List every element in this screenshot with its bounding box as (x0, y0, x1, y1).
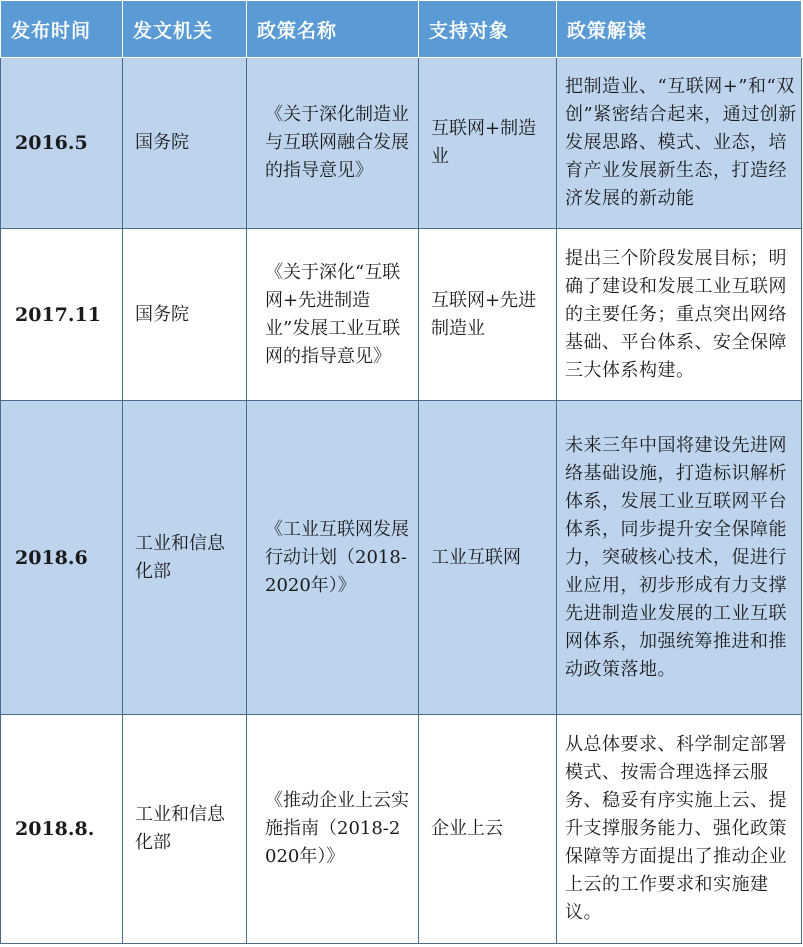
cell-target: 工业互联网 (419, 401, 557, 715)
table-row (1, 58, 802, 229)
cell-target: 互联网+先进制造业 (419, 229, 557, 401)
cell-description: 提出三个阶段发展目标；明确了建设和发展工业互联网的主要任务；重点突出网络基础、平台体系、安全保障三大体系构建。 (557, 229, 802, 401)
header-desc: 政策解读 (557, 1, 802, 58)
table-row (1, 401, 802, 715)
cell-target: 互联网+制造业 (419, 58, 557, 229)
cell-description: 把制造业、“互联网+”和“双创”紧密结合起来，通过创新发展思路、模式、业态，培育产业发展新生态，打造经济发展的新动能 (557, 58, 802, 229)
cell-description: 从总体要求、科学制定部署模式、按需合理选择云服务、稳妥有序实施上云、提升支撑服务能力、强化政策保障等方面提出了推动企业上云的工作要求和实施建议。 (557, 715, 802, 944)
cell-date: 2018.6 (1, 401, 123, 715)
cell-org: 国务院 (123, 229, 247, 401)
cell-policy-name: 《关于深化制造业与互联网融合发展的指导意见》 (247, 58, 419, 229)
header-target: 支持对象 (419, 1, 557, 58)
cell-policy-name: 《工业互联网发展行动计划（2018-2020年）》 (247, 401, 419, 715)
header-org: 发文机关 (123, 1, 247, 58)
table-header-row (1, 1, 802, 58)
table-row (1, 229, 802, 401)
cell-org: 国务院 (123, 58, 247, 229)
cell-description: 未来三年中国将建设先进网络基础设施，打造标识解析体系，发展工业互联网平台体系，同步提升安全保障能力，突破核心技术，促进行业应用，初步形成有力支撑先进制造业发展的工业互联网体系，加强统筹推进和推动政策落地。 (557, 401, 802, 715)
cell-date: 2017.11 (1, 229, 123, 401)
cell-org: 工业和信息化部 (123, 715, 247, 944)
cell-date: 2016.5 (1, 58, 123, 229)
cell-target: 企业上云 (419, 715, 557, 944)
cell-org: 工业和信息化部 (123, 401, 247, 715)
cell-date: 2018.8. (1, 715, 123, 944)
cell-policy-name: 《推动企业上云实施指南（2018-2020年）》 (247, 715, 419, 944)
header-date: 发布时间 (1, 1, 123, 58)
header-name: 政策名称 (247, 1, 419, 58)
cell-policy-name: 《关于深化“互联网+先进制造业”发展工业互联网的指导意见》 (247, 229, 419, 401)
table-row (1, 715, 802, 944)
